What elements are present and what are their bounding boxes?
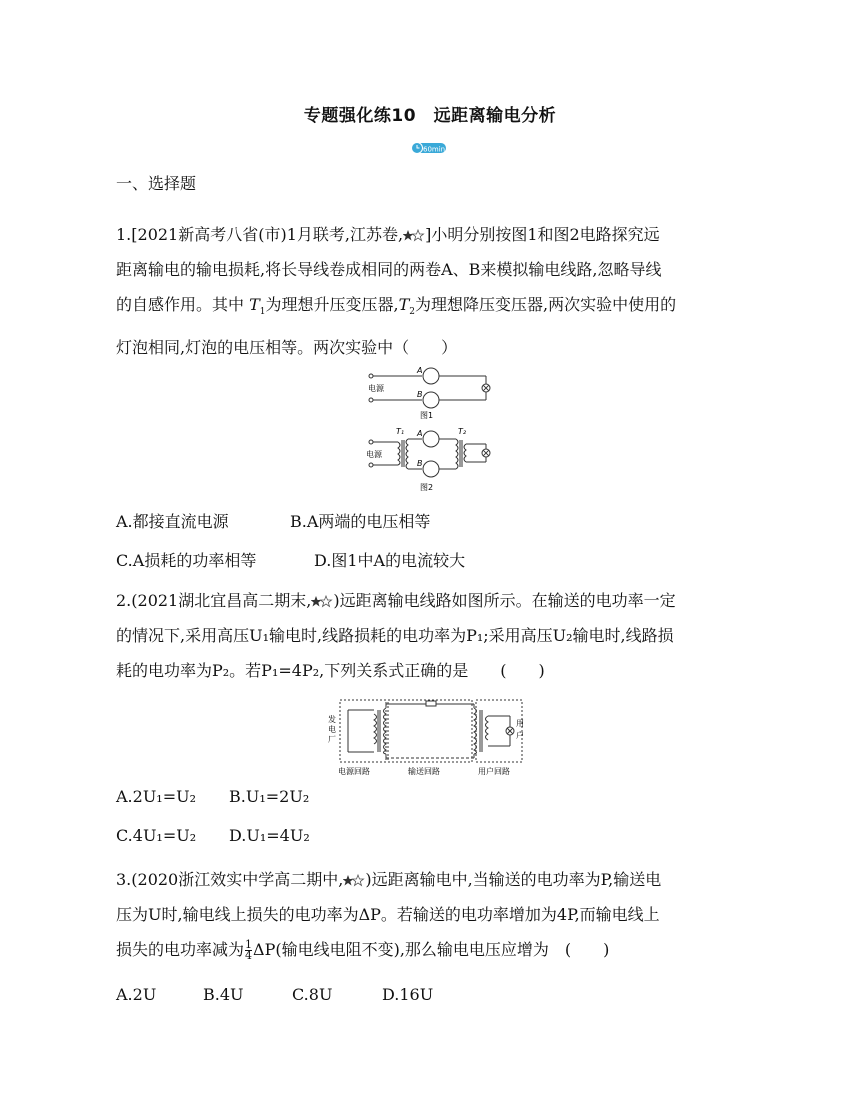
q1-options-row-1 — [116, 509, 430, 532]
q1-line1: ]小明分别按图1和图2电路探究远 — [425, 225, 660, 244]
q2-gen-label-3: 厂 — [328, 735, 336, 744]
q3-line1a: 3.(2020浙江效实中学高二期中, — [116, 870, 344, 889]
fig1-label-a: A — [417, 366, 423, 375]
q3-option-a[interactable]: A.2U — [116, 985, 157, 1004]
q2-gen-label-1: 发 — [328, 715, 336, 724]
q1-option-d[interactable]: D.图1中A的电流较大 — [314, 551, 466, 570]
badge-text: 60min — [423, 145, 446, 154]
q3-option-b[interactable]: B.4U — [203, 985, 244, 1004]
figure-1-diagram — [362, 362, 502, 422]
fig2-label-t1: T₁ — [396, 427, 405, 436]
q3-line3b: ΔP(输电线电阻不变),那么输电电压应增为 ( ) — [253, 940, 610, 959]
q3-line2: 压为U时,输电线上损失的电功率为ΔP。若输送的电功率增加为4P,而输电线上 — [116, 905, 660, 924]
q1-line4: 灯泡相同,灯泡的电压相等。两次实验中（ ） — [116, 338, 458, 358]
q2-options-row-1 — [116, 787, 309, 806]
page-title: 专题强化练10 远距离输电分析 — [303, 106, 557, 126]
q2-user-label-2: 户 — [516, 731, 524, 740]
q1-line3b: 为理想升压变压器, — [265, 295, 399, 314]
q3-line3a: 损失的电功率减为 — [116, 940, 245, 959]
q1-option-a[interactable]: A.都接直流电源 — [116, 512, 229, 531]
fig2-label-t2: T₂ — [458, 427, 467, 436]
difficulty-stars-icon — [403, 229, 425, 243]
figure-2-diagram — [362, 423, 502, 493]
q3-option-d[interactable]: D.16U — [382, 985, 434, 1004]
fig2-source-label: 电源 — [366, 450, 382, 459]
clock-badge-icon — [411, 141, 447, 155]
q2-line3: 耗的电功率为P₂。若P₁=4P₂,下列关系式正确的是 ( ) — [116, 661, 545, 680]
q2-user-label-1: 用 — [516, 719, 524, 728]
section-heading: 一、选择题 — [116, 174, 197, 193]
fig2-label-a: A — [417, 429, 423, 438]
q2-option-d[interactable]: D.U₁=4U₂ — [229, 826, 310, 845]
fig1-caption: 图1 — [420, 411, 434, 420]
question-3 — [116, 862, 756, 967]
q1-line3a: 的自感作用。其中 — [116, 295, 245, 314]
q1-options-row-2 — [116, 548, 465, 571]
q2-gen-label-2: 电 — [328, 725, 336, 734]
fraction-one-quarter: $\frac{1}{4}$ — [245, 938, 253, 962]
q1-source: 1.[2021新高考八省(市)1月联考,江苏卷, — [116, 225, 404, 244]
fig2-caption: 图2 — [420, 483, 434, 492]
q2-options-row-2 — [116, 826, 310, 845]
fig1-label-b: B — [417, 390, 423, 399]
fig1-source-label: 电源 — [368, 384, 384, 393]
q3-options-row — [116, 985, 433, 1004]
difficulty-stars-icon — [311, 595, 333, 609]
q2-option-c[interactable]: C.4U₁=U₂ — [116, 826, 197, 845]
q1-line3c: 为理想降压变压器,两次实验中使用的 — [415, 295, 677, 314]
difficulty-stars-icon — [343, 874, 365, 888]
question-2 — [116, 583, 756, 688]
q2-line1b: )远距离输电线路如图所示。在输送的电功率一定 — [333, 591, 676, 610]
q2-circuit-diagram — [326, 696, 526, 776]
q2-line1a: 2.(2021湖北宜昌高二期末, — [116, 591, 312, 610]
q1-option-b[interactable]: B.A两端的电压相等 — [290, 512, 431, 531]
q3-line1b: )远距离输电中,当输送的电功率为P,输送电 — [365, 870, 662, 889]
q1-line2: 距离输电的输电损耗,将长导线卷成相同的两卷A、B来模拟输电线路,忽略导线 — [116, 260, 662, 279]
q2-line2: 的情况下,采用高压U₁输电时,线路损耗的电功率为P₁;采用高压U₂输电时,线路损 — [116, 626, 674, 645]
q2-label-source-loop: 电源回路 — [338, 767, 370, 776]
q2-label-user-loop: 用户回路 — [478, 767, 510, 776]
q2-option-a[interactable]: A.2U₁=U₂ — [116, 787, 197, 806]
fig2-label-b: B — [417, 459, 423, 468]
question-1: 1.[2021新高考八省(市)1月联考,江苏卷, ]小明分别按图1和图2电路探究远 距离输电的输电损耗,将长导线卷成相同的两卷A、B来模拟输电线路,忽略导线 的自感作用。其中 $T_1$为理想升压变压器$,T_2$为理想降压变压器,两次实验中使用的 灯泡相同,灯泡的电压相等。两次实验中（ ） — [116, 217, 756, 365]
q2-label-transmission-loop: 输送回路 — [408, 767, 440, 776]
q2-option-b[interactable]: B.U₁=2U₂ — [229, 787, 310, 806]
q3-option-c[interactable]: C.8U — [292, 985, 333, 1004]
q1-option-c[interactable]: C.A损耗的功率相等 — [116, 551, 257, 570]
